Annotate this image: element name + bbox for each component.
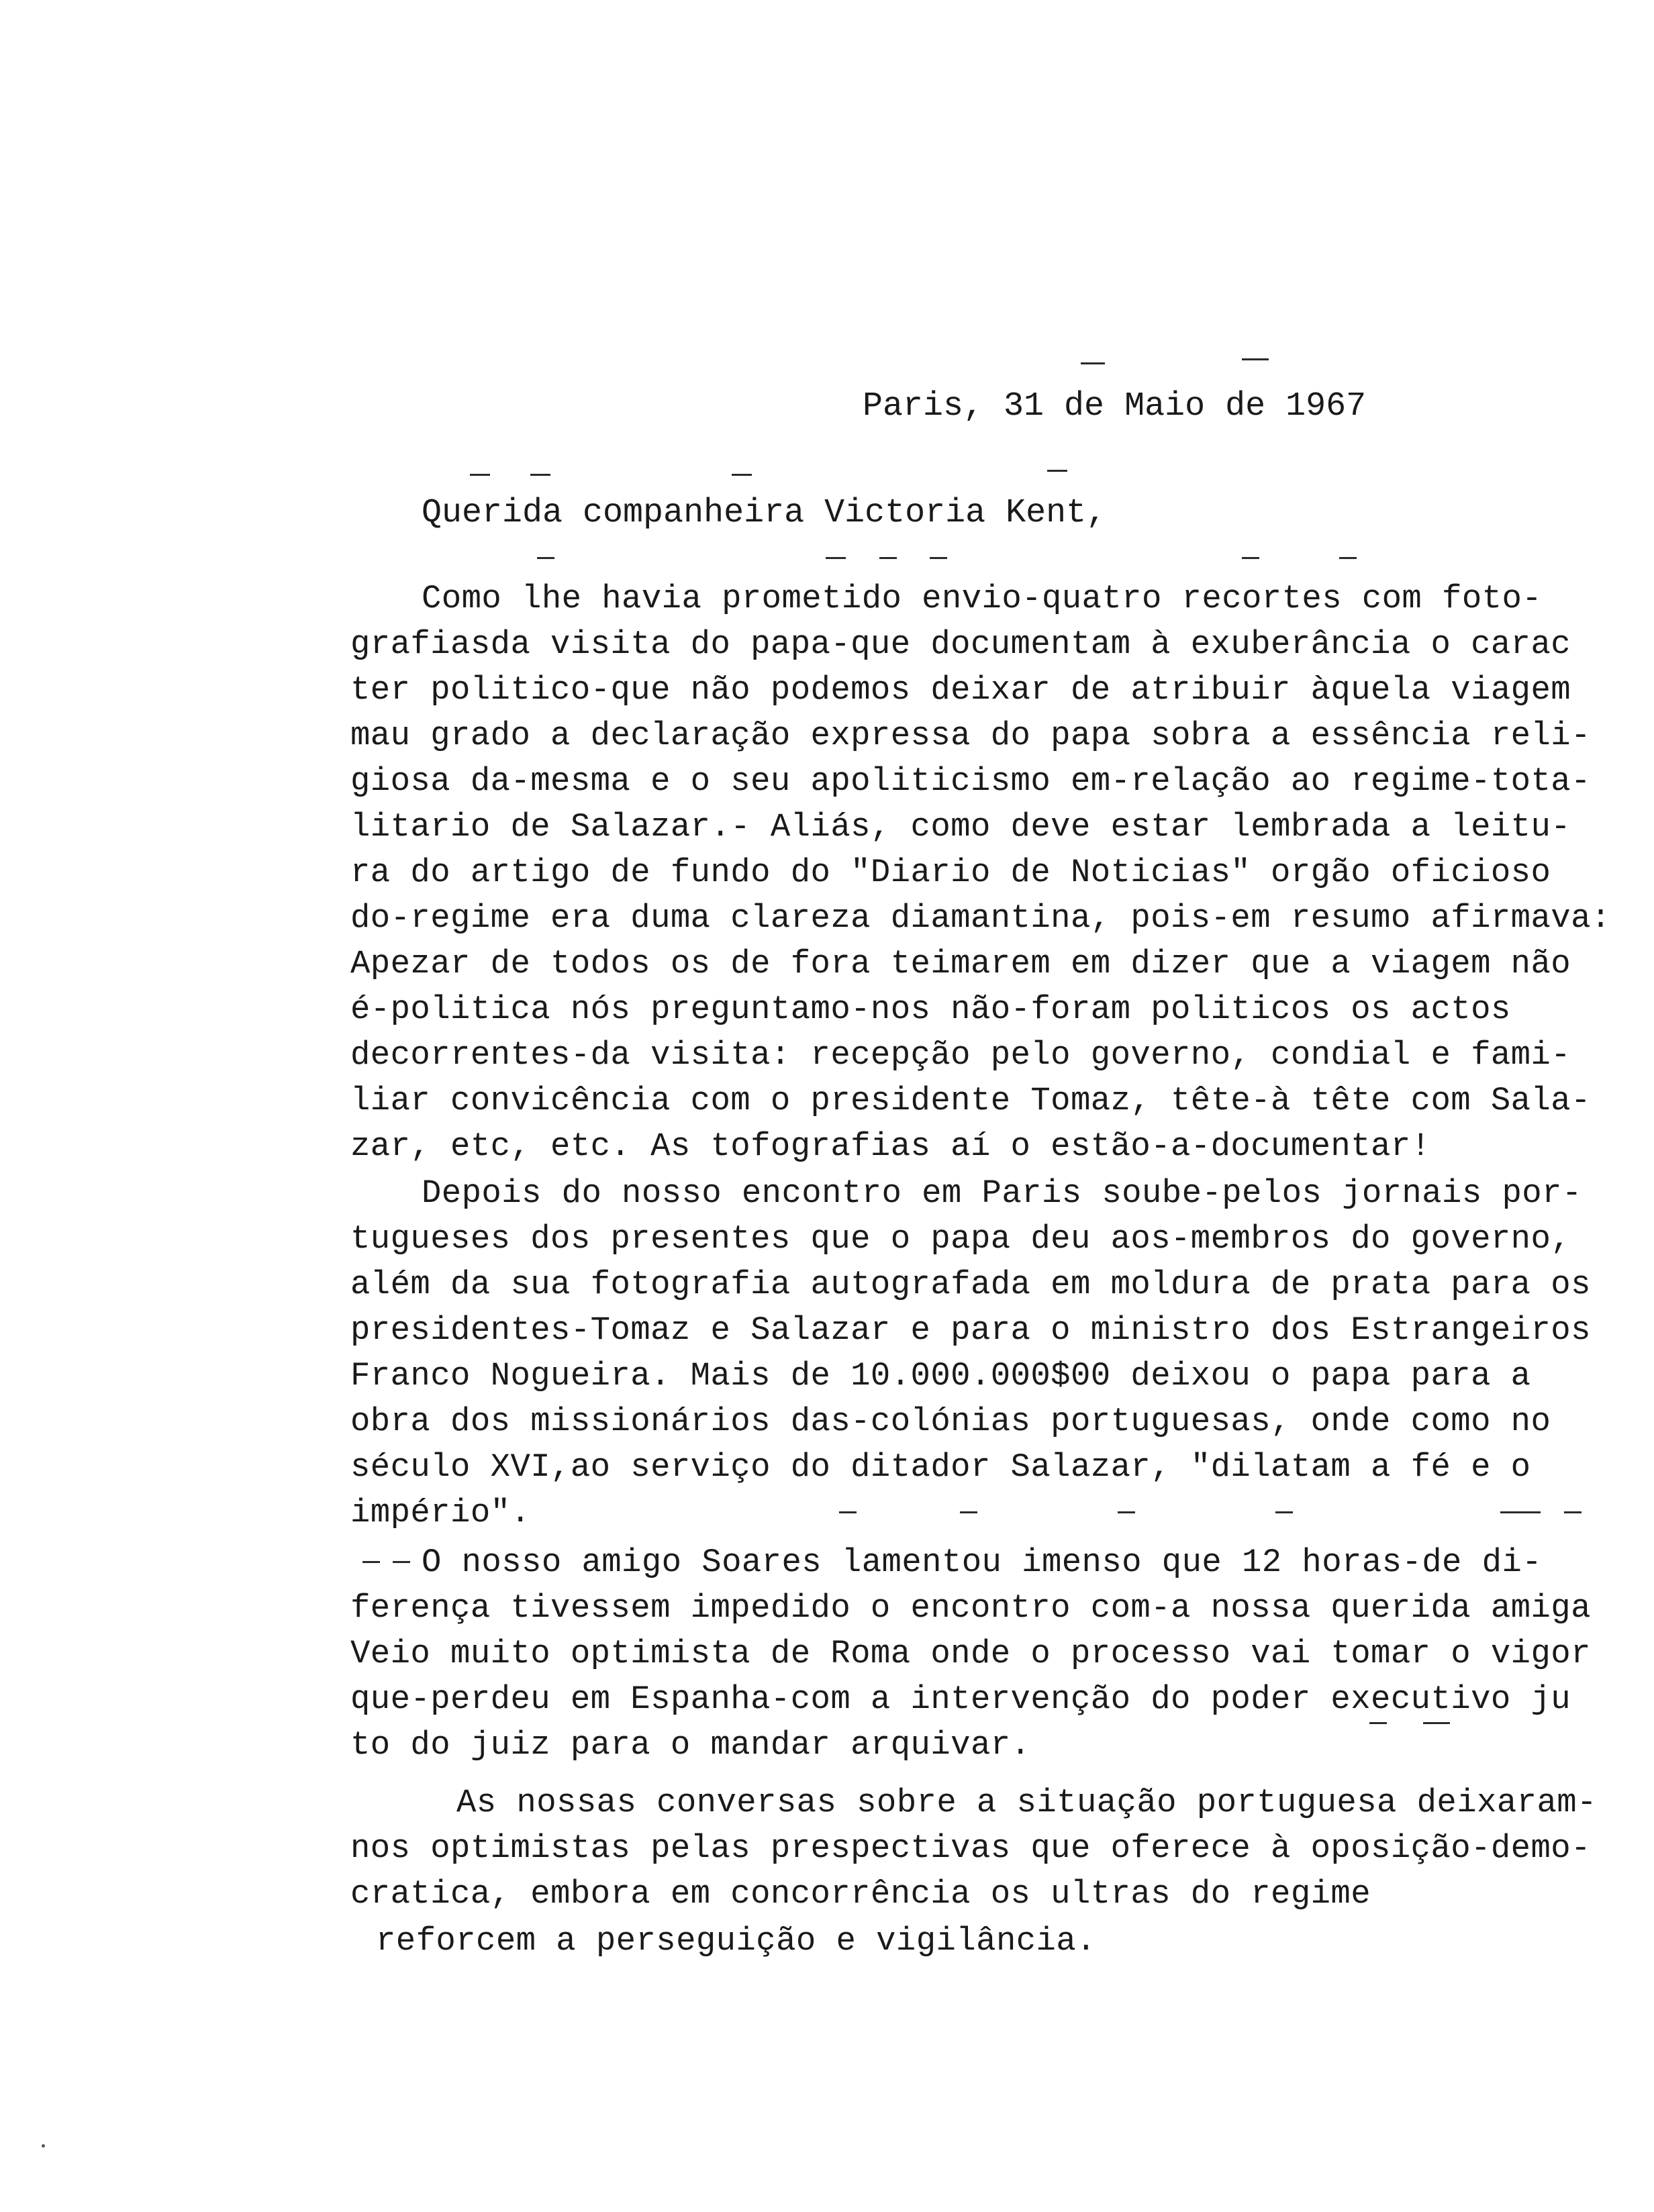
body-line: presidentes-Tomaz e Salazar e para o ministro dos Estrangeiros [350,1311,1591,1349]
body-line: Franco Nogueira. Mais de 10.000.000$00 deixou o papa para a [350,1357,1531,1395]
body-line: é-politica nós preguntamo-nos não-foram politicos os actos [350,991,1511,1028]
body-line: Depois do nosso encontro em Paris soube-pelos jornais por- [422,1174,1582,1212]
body-line: ra do artigo de fundo do "Diario de Noticias" orgão oficioso [350,854,1551,891]
stray-mark [1242,358,1269,360]
body-line: século XVI,ao serviço do ditador Salazar, "dilatam a fé e o [350,1448,1531,1486]
body-line: tugueses dos presentes que o papa deu aos-membros do governo, [350,1220,1571,1258]
letter-salutation: Querida companheira Victoria Kent, [422,494,1107,532]
stray-mark [393,1561,410,1563]
body-line: império". [350,1494,531,1531]
stray-mark [732,474,752,476]
stray-mark [470,474,490,476]
body-line: cratica, embora em concorrência os ultras do regime [350,1875,1371,1913]
body-line: As nossas conversas sobre a situação portuguesa deixaram- [456,1784,1597,1821]
body-line: liar convicência com o presidente Tomaz, tête-à tête com Sala- [350,1082,1591,1119]
body-line: ferença tivessem impedido o encontro com-a nossa querida amiga [350,1589,1591,1627]
body-line: grafiasda visita do papa-que documentam à exuberância o carac [350,625,1571,663]
body-line: ter politico-que não podemos deixar de atribuir àquela viagem [350,671,1571,709]
stray-mark [1369,1722,1387,1724]
body-line: Como lhe havia prometido envio-quatro recortes com foto- [422,580,1543,617]
stray-mark [1500,1511,1541,1513]
stray-mark [530,474,550,476]
body-line: obra dos missionários das-colónias portuguesas, onde como no [350,1403,1551,1440]
letter-dateline: Paris, 31 de Maio de 1967 [863,387,1367,425]
stray-mark [1275,1511,1293,1513]
body-line: giosa da-mesma e o seu apoliticismo em-relação ao regime-tota- [350,762,1591,800]
stray-mark [1118,1511,1135,1513]
stray-mark [1047,470,1067,472]
stray-mark [839,1511,857,1513]
stray-mark [362,1561,380,1563]
stray-mark [1081,362,1105,364]
stray-mark [1242,557,1259,559]
body-line: que-perdeu em Espanha-com a intervenção do poder executivo ju [350,1680,1571,1718]
body-line: decorrentes-da visita: recepção pelo governo, condial e fami- [350,1036,1571,1074]
body-line: mau grado a declaração expressa do papa sobra a essência reli- [350,717,1591,754]
body-line: Apezar de todos os de fora teimarem em dizer que a viagem não [350,945,1571,983]
stray-mark [826,557,846,559]
body-line: além da sua fotografia autografada em moldura de prata para os [350,1266,1591,1303]
paper-speck [42,2144,45,2148]
stray-mark [1339,557,1357,559]
body-line: Veio muito optimista de Roma onde o processo vai tomar o vigor [350,1635,1591,1672]
stray-mark [1564,1511,1582,1513]
body-line: do-regime era duma clareza diamantina, pois-em resumo afirmava: [350,899,1611,937]
body-line: nos optimistas pelas prespectivas que oferece à oposição-demo- [350,1829,1591,1867]
stray-mark [1423,1722,1450,1724]
body-line: litario de Salazar.- Aliás, como deve estar lembrada a leitu- [350,808,1571,846]
stray-mark [930,557,947,559]
body-line: zar, etc, etc. As tofografias aí o estão-a-documentar! [350,1127,1431,1165]
stray-mark [960,1511,977,1513]
stray-mark [537,557,554,559]
body-line: to do juiz para o mandar arquivar. [350,1726,1031,1764]
body-line: reforcem a perseguição e vigilância. [376,1922,1096,1960]
body-line: O nosso amigo Soares lamentou imenso que 12 horas-de di- [422,1544,1543,1581]
stray-mark [879,557,897,559]
